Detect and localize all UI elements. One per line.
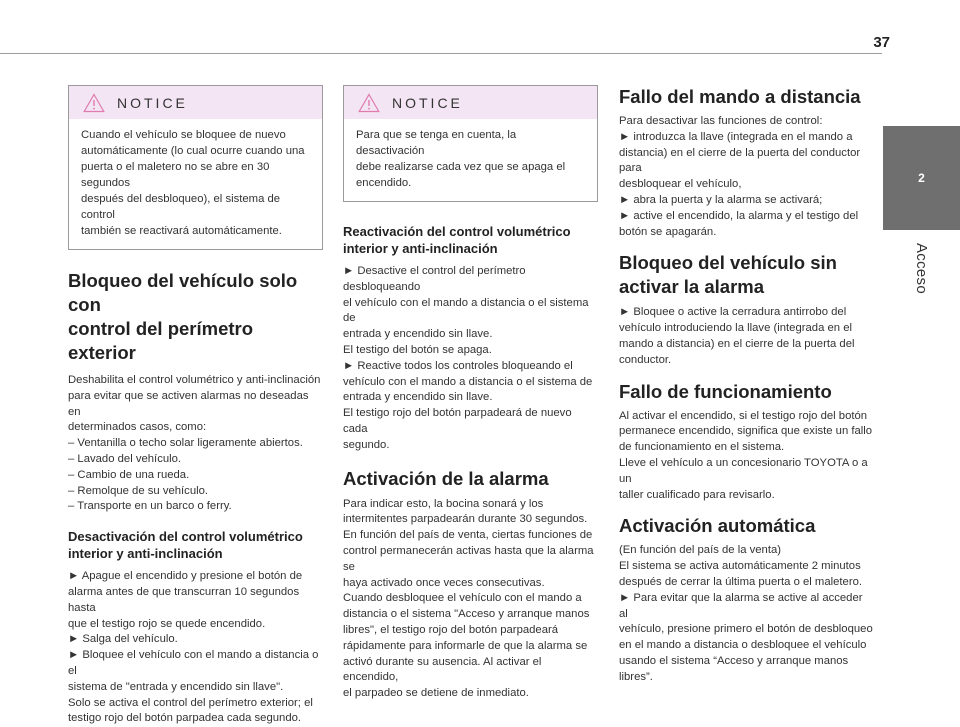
text-line: El testigo rojo del botón parpadeará de nuevo cada — [343, 407, 572, 435]
text-line: taller cualificado para revisarlo. — [619, 488, 775, 501]
warning-triangle-icon — [358, 93, 380, 113]
text-line: sistema de "entrada y encendido sin llave". — [68, 680, 284, 693]
section-heading — [619, 85, 874, 109]
notice-header — [69, 86, 322, 119]
text-line: activó durante su ausencia. Al activar el encendido, — [343, 655, 542, 684]
text-line: vehículo, presione primero el botón de desbloqueo — [619, 623, 873, 636]
section-heading — [619, 380, 874, 404]
text-line: automáticamente (lo cual ocurre cuando una — [81, 145, 305, 157]
text-line: vehículo introduciendo la llave (integrada en el — [619, 322, 852, 335]
text-line: entrada y encendido sin llave. — [343, 391, 493, 404]
text-line: distancia o el sistema "Acceso y arranque manos — [343, 608, 590, 621]
notice-box-2 — [343, 85, 598, 202]
text-line: vehículo con el mando a distancia o el sistema de — [343, 375, 593, 388]
page-number: 37 — [873, 34, 890, 51]
heading-line: Fallo de funcionamiento — [619, 380, 832, 402]
text-line: – Transporte en un barco o ferry. — [68, 500, 232, 513]
text-line: también se reactivará automáticamente. — [81, 225, 282, 237]
section-paragraph — [619, 114, 874, 240]
text-line: mando a distancia) en el cierre de la puerta del — [619, 337, 855, 350]
heading-line: Fallo del mando a distancia — [619, 86, 861, 107]
text-line: usando el sistema “Acceso y arranque manos libres”. — [619, 654, 849, 683]
text-line: control permanecerán activas hasta que la alarma se — [343, 544, 594, 573]
section-heading — [619, 251, 874, 299]
text-line: Al activar el encendido, si el testigo rojo del botón — [619, 409, 868, 422]
heading-line: Bloqueo del vehículo sin — [619, 252, 837, 274]
chapter-number: 2 — [918, 171, 925, 185]
text-line: en el mando a distancia o desbloquee el vehículo — [619, 639, 867, 652]
notice-header — [344, 86, 597, 119]
text-line: ► Reactive todos los controles bloqueando el — [343, 359, 573, 372]
text-line: intermitentes parpadearán durante 30 segundos. — [343, 513, 588, 526]
text-line: ► Salga del vehículo. — [68, 633, 178, 646]
text-line: (En función del país de la venta) — [619, 544, 782, 557]
text-line: – Lavado del vehículo. — [68, 452, 182, 465]
text-line: haya activado once veces consecutivas. — [343, 576, 545, 589]
warning-triangle-icon — [83, 93, 105, 113]
section-paragraph — [619, 305, 874, 368]
heading-line: interior y anti-inclinación — [68, 546, 223, 562]
section-heading — [619, 514, 874, 538]
text-line: ► Para evitar que la alarma se active al acceder al — [619, 591, 863, 620]
text-line: rápidamente para informarle de que la alarma se — [343, 639, 588, 652]
text-line: ► abra la puerta y la alarma se activará; — [619, 193, 823, 206]
text-line: Cuando desbloquee el vehículo con el mando a — [343, 592, 582, 605]
text-line: ► Bloquee o active la cerradura antirrobo del — [619, 306, 847, 319]
text-line: Solo se activa el control del perímetro exterior; el — [68, 696, 313, 709]
text-line: que el testigo rojo se quede encendido. — [68, 617, 266, 630]
section-paragraph — [68, 373, 323, 515]
text-line: ► introduzca la llave (integrada en el mando a — [619, 130, 853, 143]
chapter-tab[interactable] — [883, 126, 960, 230]
text-line: libres", el testigo rojo del botón parpadeará — [343, 623, 559, 636]
text-line: Para indicar esto, la bocina sonará y los — [343, 497, 544, 510]
subsection-heading — [68, 528, 323, 562]
text-line: de funcionamiento en el sistema. — [619, 441, 785, 454]
text-line: desbloquear el vehículo, — [619, 178, 742, 191]
text-line: Cuando el vehículo se bloquee de nuevo — [81, 129, 286, 141]
text-line: – Ventanilla o techo solar ligeramente abiertos. — [68, 437, 303, 450]
notice-box-1 — [68, 85, 323, 250]
subsection-paragraph — [343, 264, 598, 454]
text-line: ► Bloquee el vehículo con el mando a distancia o el — [68, 649, 319, 677]
notice-title: NOTICE — [117, 94, 188, 111]
heading-line: Activación automática — [619, 515, 816, 537]
top-divider — [0, 53, 882, 54]
text-line: Deshabilita el control volumétrico y anti-inclinación — [68, 374, 321, 386]
text-line: el vehículo con el mando a distancia o el sistema de — [343, 296, 589, 325]
text-line: alarma antes de que transcurran 10 segundos hasta — [68, 585, 300, 614]
chapter-title: Acceso — [913, 243, 930, 294]
notice-text — [344, 119, 597, 201]
text-line: debe realizarse cada vez que se apaga el — [356, 161, 566, 173]
text-line: Lleve el vehículo a un concesionario TOYOTA o a un — [619, 456, 868, 485]
section-heading — [343, 467, 598, 491]
heading-line: Desactivación del control volumétrico — [68, 529, 303, 545]
text-line: permanece encendido, significa que existe un fallo — [619, 425, 873, 438]
text-line: El testigo del botón se apaga. — [343, 343, 492, 356]
heading-line: Bloqueo del vehículo solo con — [68, 270, 298, 315]
column-1 — [68, 85, 323, 727]
text-line: determinados casos, como: — [68, 421, 207, 434]
text-line: el parpadeo se detiene de inmediato. — [343, 687, 529, 700]
text-line: distancia) en el cierre de la puerta del conductor para — [619, 146, 861, 175]
column-3 — [619, 85, 874, 686]
notice-text — [69, 119, 322, 249]
subsection-paragraph — [68, 569, 323, 727]
text-line: El sistema se activa automáticamente 2 minutos — [619, 560, 861, 573]
text-line: En función del país de venta, ciertas funciones de — [343, 529, 593, 542]
text-line: ► active el encendido, la alarma y el testigo del — [619, 209, 859, 222]
text-line: – Cambio de una rueda. — [68, 468, 190, 481]
section-paragraph — [343, 497, 598, 702]
section-heading — [68, 269, 323, 365]
column-2 — [343, 85, 598, 702]
text-line: después del desbloqueo), el sistema de control — [81, 193, 281, 221]
text-line: – Remolque de su vehículo. — [68, 484, 209, 497]
section-paragraph — [619, 543, 874, 685]
notice-title: NOTICE — [392, 94, 463, 111]
text-line: encendido. — [356, 177, 412, 189]
text-line: Para desactivar las funciones de control: — [619, 115, 823, 127]
heading-line: Reactivación del control volumétrico — [343, 224, 571, 239]
text-line: segundo. — [343, 438, 390, 451]
text-line: testigo rojo del botón parpadea cada segundo. — [68, 712, 302, 725]
text-line: botón se apagarán. — [619, 225, 717, 238]
subsection-heading — [343, 223, 598, 257]
text-line: entrada y encendido sin llave. — [343, 328, 493, 341]
heading-line: activar la alarma — [619, 276, 765, 298]
text-line: Para que se tenga en cuenta, la desactivación — [356, 129, 517, 157]
text-line: después de cerrar la última puerta o el maletero. — [619, 575, 863, 588]
text-line: ► Apague el encendido y presione el botón de — [68, 570, 303, 583]
text-line: puerta o el maletero no se abre en 30 segundos — [81, 161, 270, 189]
text-line: ► Desactive el control del perímetro desbloqueando — [343, 265, 526, 293]
heading-line: Activación de la alarma — [343, 467, 549, 489]
heading-line: interior y anti-inclinación — [343, 241, 498, 256]
section-paragraph — [619, 409, 874, 504]
text-line: para evitar que se activen alarmas no deseadas en — [68, 389, 309, 418]
heading-line: control del perímetro exterior — [68, 318, 254, 363]
text-line: conductor. — [619, 353, 672, 366]
